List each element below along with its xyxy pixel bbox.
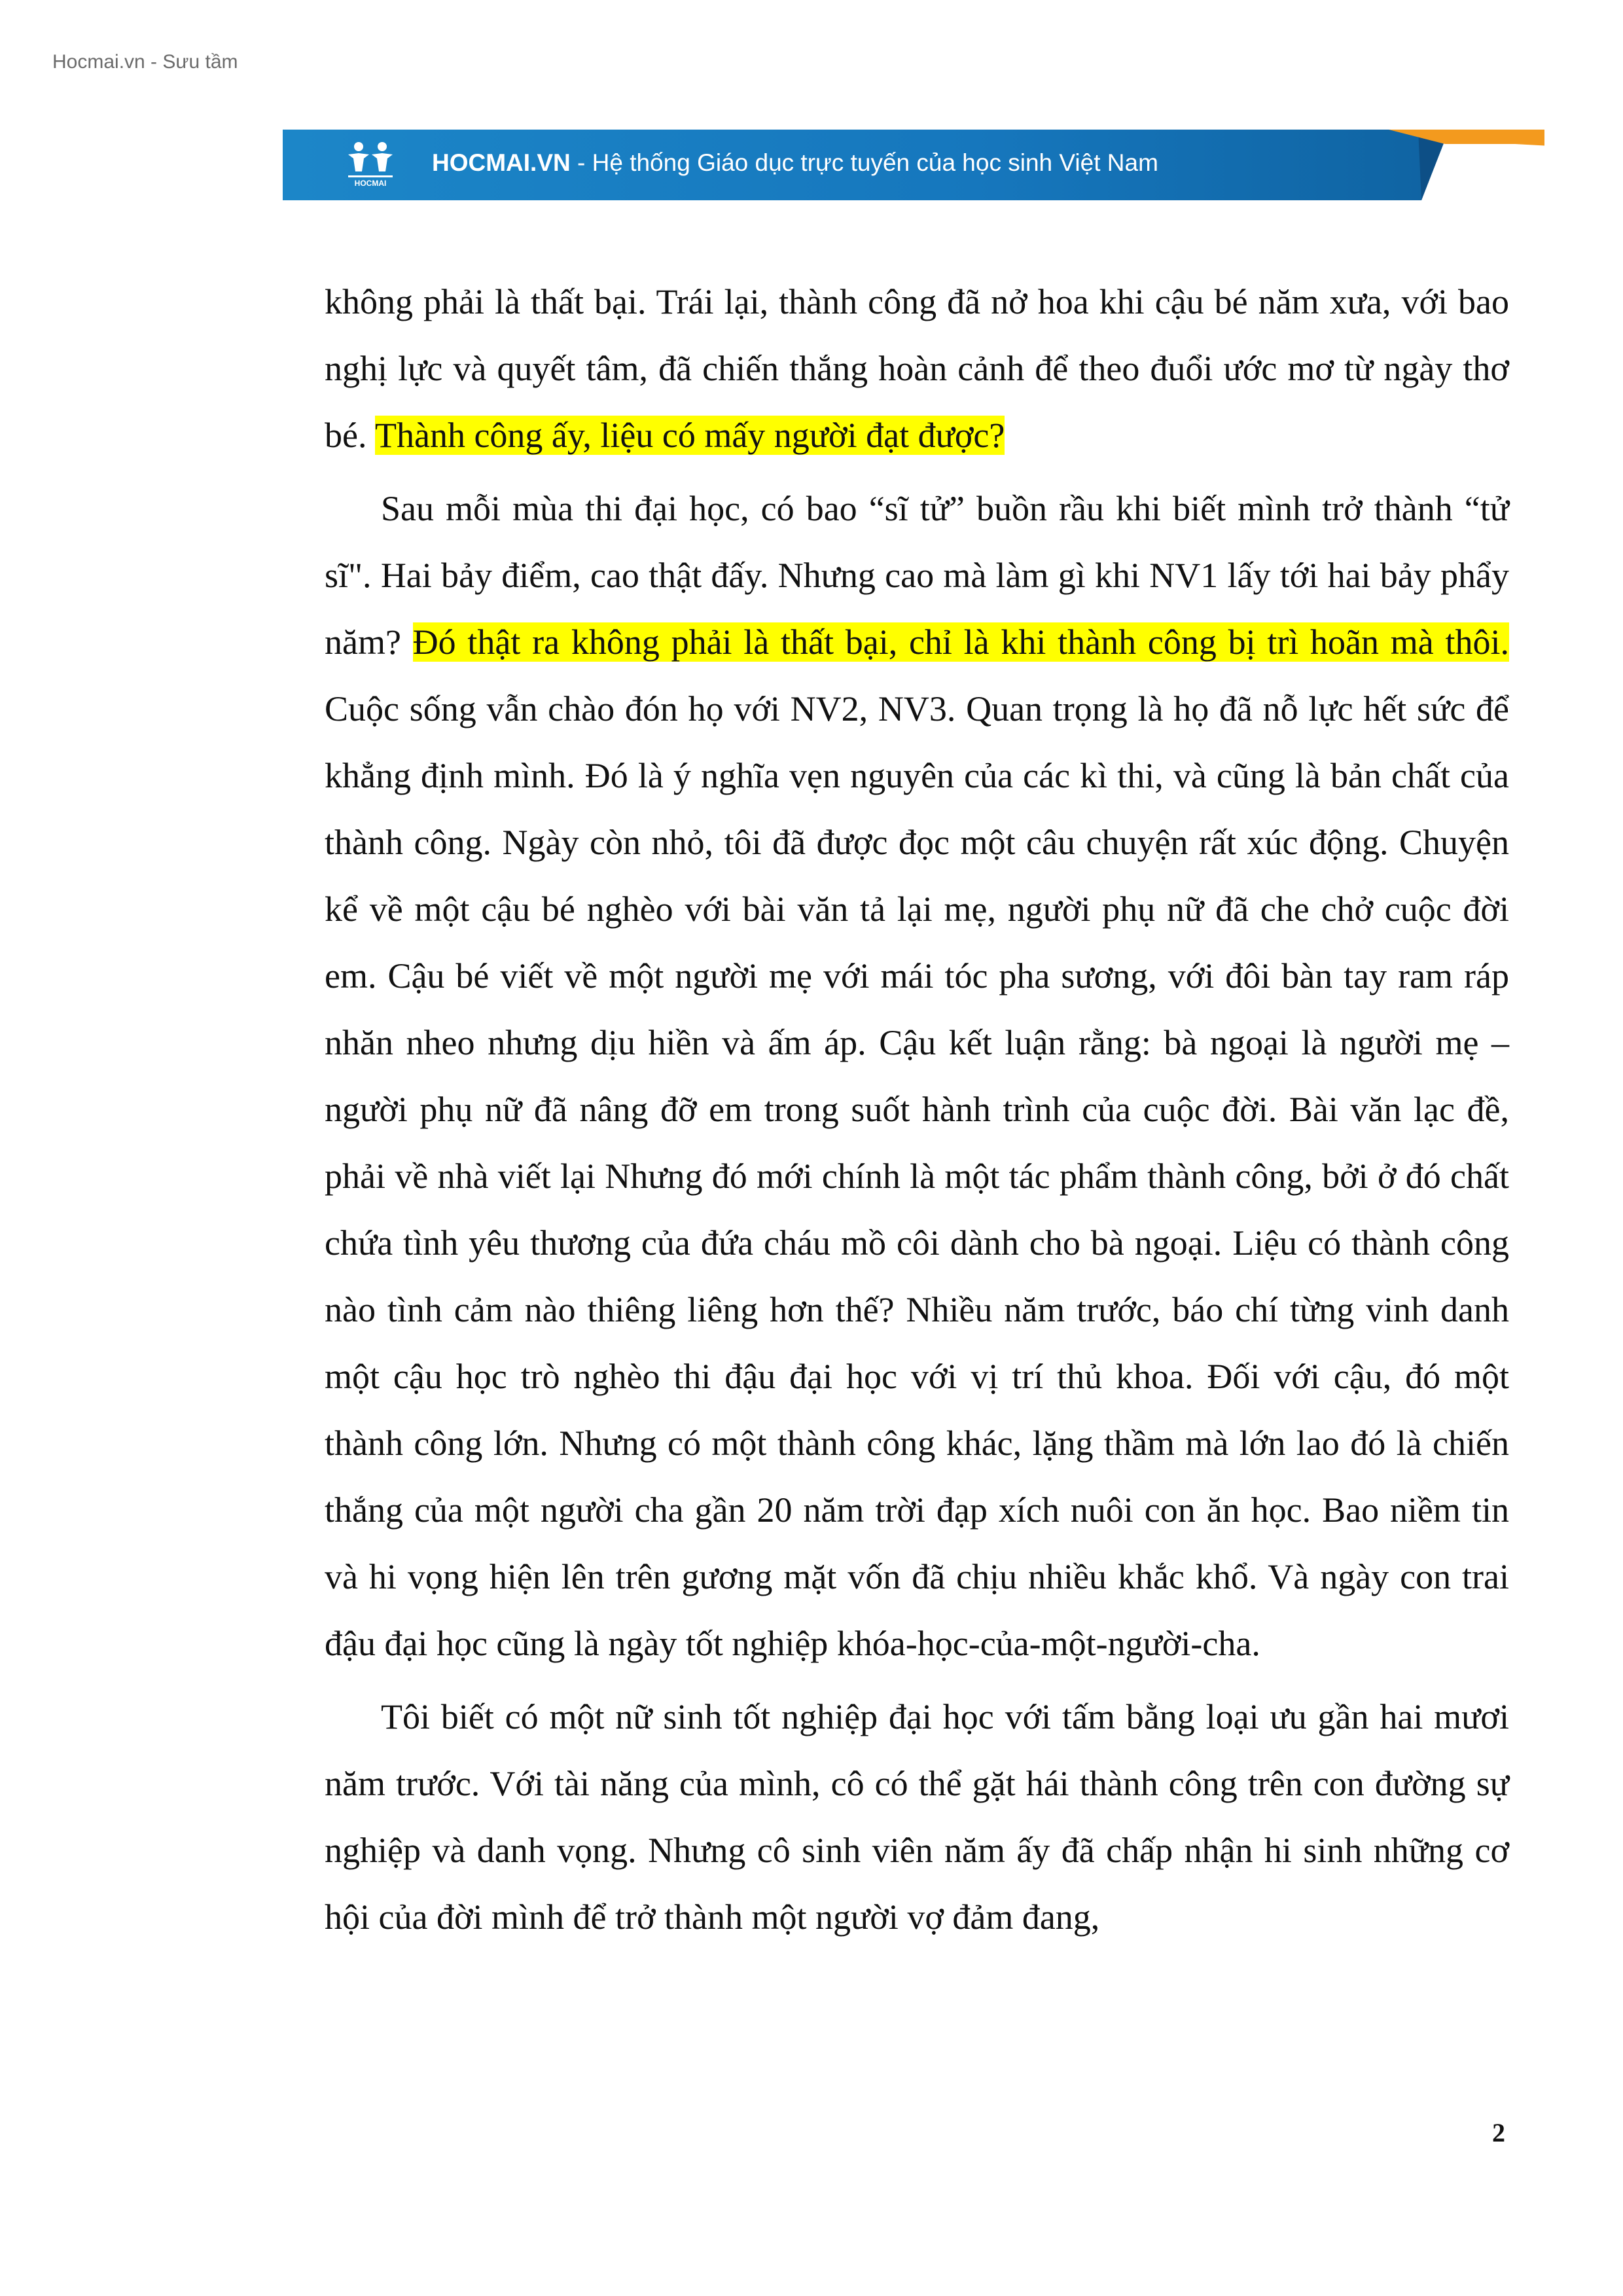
paragraph-text: Sau mỗi mùa thi đại học, có bao “sĩ tử” buồn rầu khi biết mình trở thành “tử sĩ". Hai bảy điểm, cao thật đấy. Nhưng cao mà làm gì khi NV1 lấy tới hai bảy phẩy năm? bbox=[325, 489, 1509, 662]
paragraph bbox=[325, 1683, 1509, 1950]
header-banner bbox=[283, 130, 1544, 200]
source-note: Hocmai.vn - Sưu tầm bbox=[52, 51, 238, 73]
highlighted-text: Đó thật ra không phải là thất bại, chỉ là khi thành công bị trì hoãn mà thôi. bbox=[412, 622, 1509, 662]
logo-label: HOCMAI bbox=[354, 179, 387, 188]
banner-brand: HOCMAI.VN bbox=[432, 149, 571, 176]
banner-title bbox=[432, 149, 1158, 177]
paragraph-text: Cuộc sống vẫn chào đón họ với NV2, NV3. Quan trọng là họ đã nỗ lực hết sức để khẳng định mình. Đó là ý nghĩa vẹn nguyên của các kì thi, và cũng là bản chất của thành công. Ngày còn nhỏ, tôi đã được đọc một câu chuyện rất xúc động. Chuyện kể về một cậu bé nghèo với bài văn tả lại mẹ, người phụ nữ đã che chở cuộc đời em. Cậu bé viết về một người mẹ với mái tóc pha sương, với đôi bàn tay ram ráp nhăn nheo nhưng dịu hiền và ấm áp. Cậu kết luận rằng: bà ngoại là người mẹ – người phụ nữ đã nâng đỡ em trong suốt hành trình của cuộc đời. Bài văn lạc đề, phải về nhà viết lại Nhưng đó mới chính là một tác phẩm thành công, bởi ở đó chất chứa tình yêu thương của đứa cháu mồ côi dành cho bà ngoại. Liệu có thành công nào tình cảm nào thiêng liêng hơn thế? Nhiều năm trước, báo chí từng vinh danh một cậu học trò nghèo thi đậu đại học với vị trí thủ khoa. Đối với cậu, đó một thành công lớn. Nhưng có một thành công khác, lặng thầm mà lớn lao đó là chiến thắng của một người cha gần 20 năm trời đạp xích nuôi con ăn học. Bao niềm tin và hi vọng hiện lên trên gương mặt vốn đã chịu nhiều khắc khổ. Và ngày con trai đậu đại học cũng là ngày tốt nghiệp khóa-học-của-một-người-cha. bbox=[325, 689, 1509, 1663]
paragraph-text: Tôi biết có một nữ sinh tốt nghiệp đại học với tấm bằng loại ưu gần hai mươi năm trước. Với tài năng của mình, cô có thể gặt hái thành công trên con đường sự nghiệp và danh vọng. Nhưng cô sinh viên năm ấy đã chấp nhận hi sinh những cơ hội của đời mình để trở thành một người vợ đảm đang, bbox=[325, 1697, 1509, 1937]
hocmai-logo-icon bbox=[344, 140, 397, 190]
paragraph bbox=[325, 268, 1509, 469]
paragraph-text: không phải là thất bại. Trái lại, thành công đã nở hoa khi cậu bé năm xưa, với bao nghị lực và quyết tâm, đã chiến thắng hoàn cảnh để theo đuổi ước mơ từ ngày thơ bé. bbox=[325, 282, 1509, 455]
paragraph bbox=[325, 475, 1509, 1677]
document-body bbox=[325, 268, 1509, 1950]
page-number: 2 bbox=[1492, 2118, 1505, 2147]
banner-tagline: - Hệ thống Giáo dục trực tuyến của học sinh Việt Nam bbox=[570, 149, 1158, 176]
highlighted-text: Thành công ấy, liệu có mấy người đạt được? bbox=[375, 416, 1005, 455]
